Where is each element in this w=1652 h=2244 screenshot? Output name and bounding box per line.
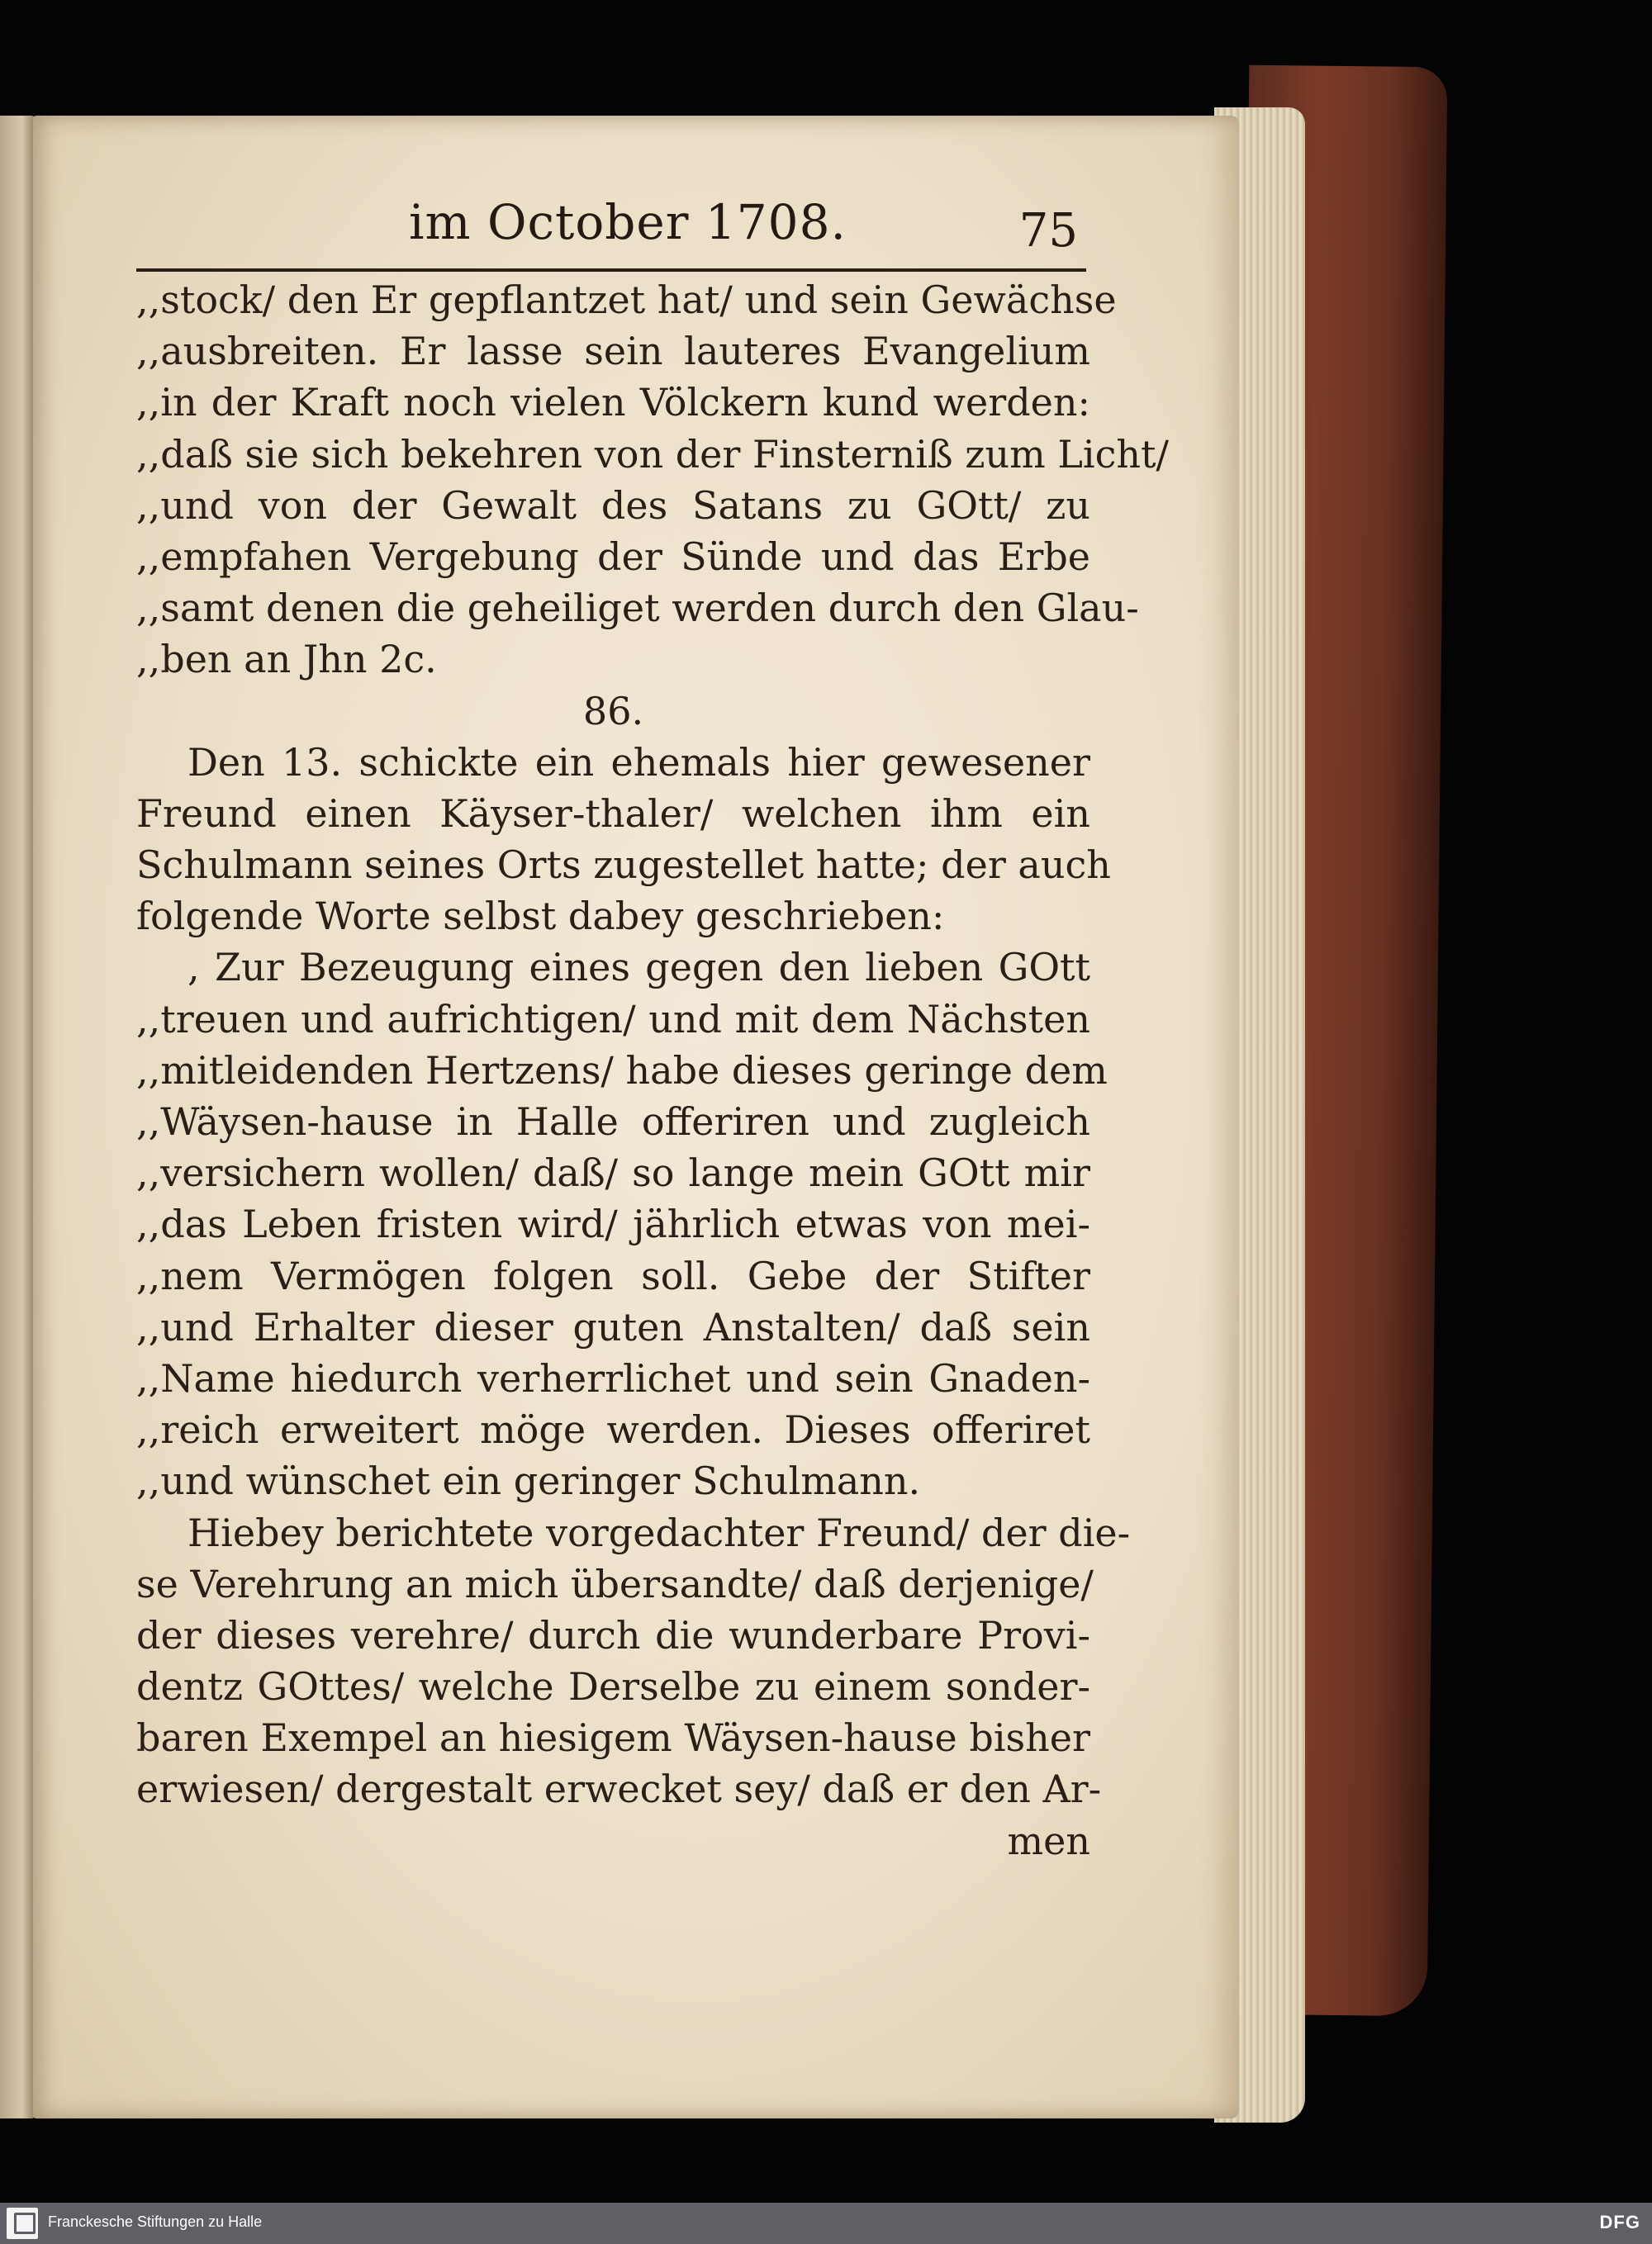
quote-line: ,,das Leben fristen wird/ jährlich etwas von mei- bbox=[136, 1202, 1090, 1247]
quote-line: ,,Wäysen-hause in Halle offeriren und zugleich bbox=[136, 1099, 1090, 1144]
text-line: se Verehrung an mich übersandte/ daß derjenige/ bbox=[136, 1561, 1094, 1606]
quote-line: ,,treuen und aufrichtigen/ und mit dem Nächsten bbox=[136, 996, 1090, 1041]
page-text bbox=[136, 274, 1169, 1867]
text-line: ,,empfahen Vergebung der Sünde und das Erbe bbox=[136, 534, 1090, 579]
institution-name: Franckesche Stiftungen zu Halle bbox=[48, 2213, 263, 2230]
text-line: Schulmann seines Orts zugestellet hatte; der auch bbox=[136, 842, 1111, 888]
text-line: ,,ausbreiten. Er lasse sein lauteres Evangelium bbox=[136, 329, 1090, 374]
text-line: der dieses verehre/ durch die wunderbare Provi- bbox=[136, 1612, 1090, 1658]
text-line: ,,in der Kraft noch vielen Völckern kund werden: bbox=[136, 380, 1090, 425]
quote-line: ,,mitleidenden Hertzens/ habe dieses geringe dem bbox=[136, 1047, 1108, 1093]
text-line: Den 13. schickte ein ehemals hier gewesener bbox=[188, 739, 1090, 785]
quote-line: ,,und wünschet ein geringer Schulmann. bbox=[136, 1459, 921, 1504]
facing-page-edge bbox=[0, 116, 36, 2118]
entry-number: 86. bbox=[582, 688, 644, 733]
text-line: ,,samt denen die geheiliget werden durch den Glau- bbox=[136, 586, 1139, 631]
text-line: baren Exempel an hiesigem Wäysen-hause bisher bbox=[136, 1715, 1090, 1761]
dfg-logo: DFG bbox=[1599, 2212, 1640, 2232]
text-line: folgende Worte selbst dabey geschrieben: bbox=[136, 894, 945, 939]
text-line: Freund einen Käyser-thaler/ welchen ihm ein bbox=[136, 790, 1090, 836]
quote-line: ,,Name hiedurch verherrlichet und sein Gnaden- bbox=[136, 1355, 1090, 1401]
running-title: im October 1708. bbox=[409, 194, 847, 250]
quote-line: ,,nem Vermögen folgen soll. Gebe der Stifter bbox=[136, 1253, 1090, 1298]
quote-line: ,,und Erhalter dieser guten Anstalten/ daß sein bbox=[136, 1304, 1090, 1350]
catchword: men bbox=[1007, 1818, 1090, 1863]
text-line: ,,und von der Gewalt des Satans zu GOtt/ zu bbox=[136, 482, 1090, 528]
text-line: ,,ben an Jhn 2c. bbox=[136, 637, 437, 682]
page-number: 75 bbox=[1018, 204, 1078, 258]
text-line: ,,daß sie sich bekehren von der Finsterniß zum Licht/ bbox=[136, 431, 1169, 477]
running-head bbox=[136, 186, 1086, 272]
quote-line: , Zur Bezeugung eines gegen den lieben GOtt bbox=[188, 945, 1090, 990]
text-line: Hiebey berichtete vorgedachter Freund/ der die- bbox=[188, 1510, 1131, 1555]
footer-bar bbox=[0, 2203, 1652, 2244]
quote-line: ,,reich erweitert möge werden. Dieses offeriret bbox=[136, 1407, 1090, 1453]
text-line: ,,stock/ den Er gepflantzet hat/ und sein Gewächse bbox=[136, 278, 1117, 322]
text-line: erwiesen/ dergestalt erwecket sey/ daß er den Ar- bbox=[136, 1767, 1102, 1812]
text-line: dentz GOttes/ welche Derselbe zu einem sonder- bbox=[136, 1664, 1090, 1710]
institution-logo-icon bbox=[7, 2208, 38, 2239]
quote-line: ,,versichern wollen/ daß/ so lange mein GOtt mir bbox=[136, 1150, 1090, 1196]
